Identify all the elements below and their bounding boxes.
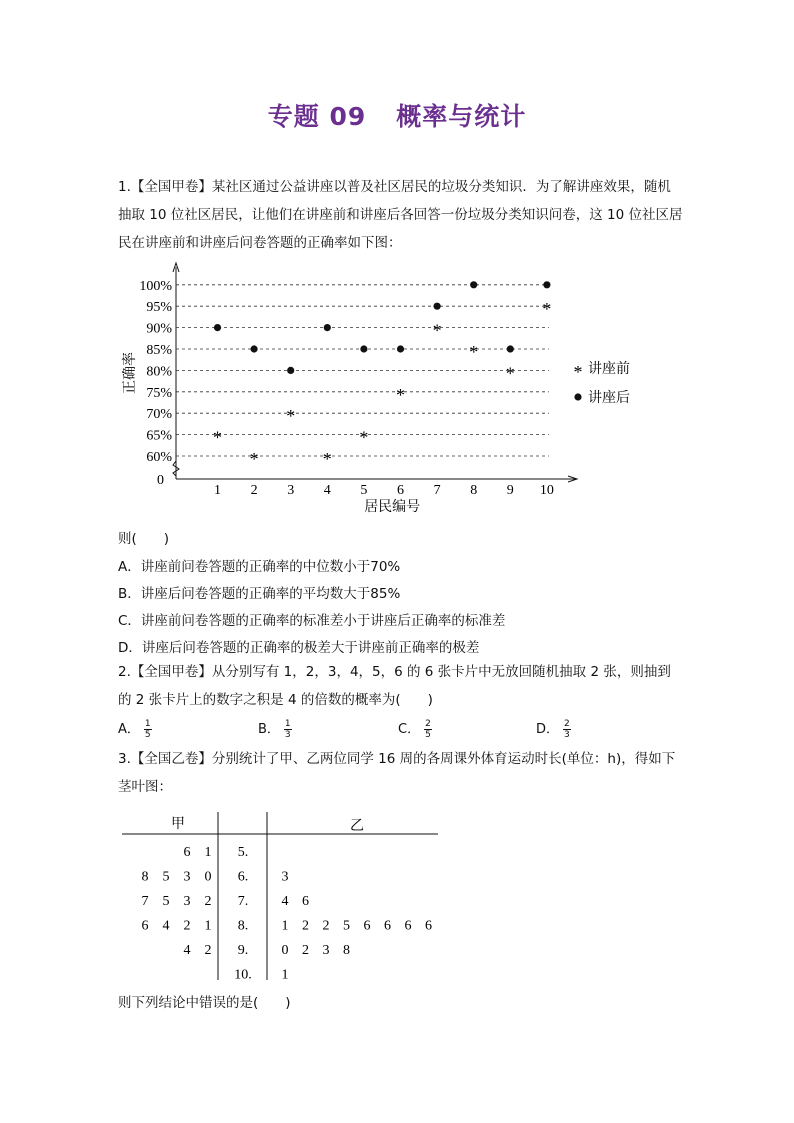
before-point: * (432, 320, 442, 341)
q2-option-a-fraction (144, 719, 152, 740)
right-leaf: 2 (322, 918, 330, 934)
title-name: 概率与统计 (396, 102, 527, 131)
left-leaf: 1 (204, 918, 212, 934)
fraction-denominator: 5 (144, 730, 151, 740)
q2-option-a-label: A． (118, 722, 140, 737)
left-leaf: 4 (183, 943, 191, 958)
before-point: * (505, 363, 515, 384)
left-leaf: 4 (162, 918, 170, 934)
q1-option-a: A．讲座前问卷答题的正确率的中位数小于70% (118, 559, 401, 575)
page-title (0, 97, 794, 133)
left-leaf: 7 (141, 894, 149, 909)
q1-option-d: D．讲座后问卷答题的正确率的极差大于讲座前正确率的极差 (118, 640, 480, 656)
right-leaf: 6 (425, 918, 432, 934)
after-point (397, 345, 404, 352)
after-point (360, 345, 367, 352)
q3-stem: 3.【全国乙卷】分别统计了甲、乙两位同学 16 周的各周课外体育运动时长(单位：h)，得如下茎叶图： (118, 751, 676, 795)
after-point (287, 367, 294, 374)
right-leaf: 8 (343, 943, 350, 958)
x-axis-label: 居民编号 (364, 500, 421, 515)
right-leaf: 3 (322, 943, 330, 958)
x-tick-label: 9 (506, 483, 514, 498)
q3-stem-leaf-plot (122, 812, 442, 982)
after-point (434, 303, 441, 310)
y-tick-label: 60% (146, 450, 172, 465)
before-point: * (359, 427, 369, 448)
y-tick-label: 95% (146, 300, 172, 316)
before-point: * (322, 449, 332, 469)
fraction-numerator: 1 (284, 719, 291, 729)
q2-option-c-label: C． (398, 722, 421, 737)
left-leaf: 2 (183, 918, 191, 934)
y-tick-label: 90% (146, 321, 172, 337)
left-leaf: 5 (162, 894, 170, 909)
q3-ask: 则下列结论中错误的是( ) (118, 995, 291, 1011)
before-point: * (213, 427, 222, 448)
right-leaf: 6 (302, 894, 309, 909)
x-tick-label: 8 (470, 483, 478, 498)
before-point: * (396, 384, 405, 405)
left-leaf: 3 (183, 869, 191, 885)
stem-value: 9. (237, 943, 249, 958)
left-leaf: 5 (162, 869, 170, 885)
x-tick-label: 1 (214, 483, 221, 498)
fraction-denominator: 3 (564, 730, 570, 740)
q1-option-b: B．讲座后问卷答题的正确率的平均数大于85% (118, 586, 401, 602)
left-leaf: 1 (204, 845, 212, 860)
fraction-numerator: 2 (564, 719, 570, 729)
right-leaf: 5 (343, 918, 350, 934)
x-tick-label: 5 (360, 483, 368, 498)
after-point (507, 345, 514, 352)
stem-value: 10. (234, 967, 252, 982)
x-tick-label: 10 (539, 483, 554, 498)
x-tick-label: 3 (287, 483, 295, 498)
after-point (251, 345, 258, 352)
stem-leaf-right-header: 乙 (350, 819, 364, 834)
after-point (324, 324, 331, 331)
q1-ask: 则( ) (118, 531, 170, 547)
before-point: * (469, 342, 479, 362)
left-leaf: 0 (204, 869, 212, 885)
left-leaf: 2 (204, 894, 212, 909)
q2-option-b-label: B． (258, 722, 280, 737)
q1-stem: 1.【全国甲卷】某社区通过公益讲座以普及社区居民的垃圾分类知识．为了解讲座效果，随机抽取 10 位社区居民，让他们在讲座前和讲座后各回答一份垃圾分类知识问卷，这 10 位社区居民在讲座前和讲座后问卷答题的正确率如下图： (118, 179, 683, 251)
stem-value: 8. (237, 918, 249, 934)
left-leaf: 8 (141, 869, 149, 885)
legend-marker-after (574, 393, 581, 400)
q1-option-c: C．讲座前问卷答题的正确率的标准差小于讲座后正确率的标准差 (118, 613, 506, 629)
y-tick-label: 85% (146, 343, 172, 358)
q2-stem: 2.【全国甲卷】从分别写有 1，2，3，4，5，6 的 6 张卡片中无放回随机抽取 2 张，则抽到的 2 张卡片上的数字之积是 4 的倍数的概率为( ) (118, 664, 671, 708)
before-point: * (542, 299, 552, 320)
stem-value: 5. (237, 845, 249, 860)
y-tick-label: 0 (157, 473, 164, 488)
right-leaf: 6 (363, 918, 371, 934)
q2-option-d-fraction (563, 719, 571, 740)
stem-value: 6. (237, 869, 249, 885)
fraction-numerator: 2 (425, 719, 431, 729)
x-tick-label: 6 (397, 483, 404, 498)
after-point (543, 281, 550, 288)
after-point (470, 281, 477, 288)
before-point: * (286, 406, 296, 427)
left-leaf: 3 (183, 894, 191, 909)
right-leaf: 2 (302, 918, 309, 934)
left-leaf: 2 (204, 943, 212, 958)
before-point: * (249, 449, 259, 469)
legend-marker-before: * (573, 362, 583, 382)
y-tick-label: 70% (146, 407, 172, 423)
q2-option-a (118, 718, 152, 740)
right-leaf: 3 (281, 869, 289, 885)
stem-leaf-left-header: 甲 (171, 817, 185, 832)
right-leaf: 6 (384, 918, 391, 934)
right-leaf: 1 (281, 967, 289, 982)
x-tick-label: 4 (323, 483, 331, 498)
q1-scatter-chart (110, 255, 670, 520)
title-topic: 专题 09 (267, 102, 367, 131)
legend-label-after: 讲座后 (588, 391, 630, 406)
q2-option-c (398, 718, 432, 740)
after-point (214, 324, 221, 331)
x-tick-label: 7 (433, 483, 441, 498)
q2-option-b-fraction (284, 719, 292, 740)
y-tick-label: 100% (139, 278, 172, 294)
q2-option-d (536, 718, 571, 740)
right-leaf: 6 (404, 918, 412, 934)
right-leaf: 1 (281, 918, 289, 934)
left-leaf: 6 (141, 918, 149, 934)
y-tick-label: 80% (146, 364, 172, 380)
fraction-denominator: 3 (284, 730, 291, 740)
q2-option-c-fraction (424, 719, 432, 740)
y-tick-label: 75% (146, 385, 172, 401)
right-leaf: 4 (281, 894, 289, 909)
x-tick-label: 2 (250, 483, 258, 498)
y-axis-label: 正确率 (123, 352, 138, 394)
y-tick-label: 65% (146, 428, 172, 444)
q2-option-b (258, 718, 292, 740)
fraction-denominator: 5 (425, 730, 431, 740)
q2-option-d-label: D． (536, 722, 560, 737)
left-leaf: 6 (183, 845, 191, 860)
fraction-numerator: 1 (144, 719, 151, 729)
legend-label-before: 讲座前 (588, 362, 630, 377)
right-leaf: 2 (302, 943, 309, 958)
right-leaf: 0 (281, 943, 289, 958)
stem-value: 7. (237, 894, 249, 909)
